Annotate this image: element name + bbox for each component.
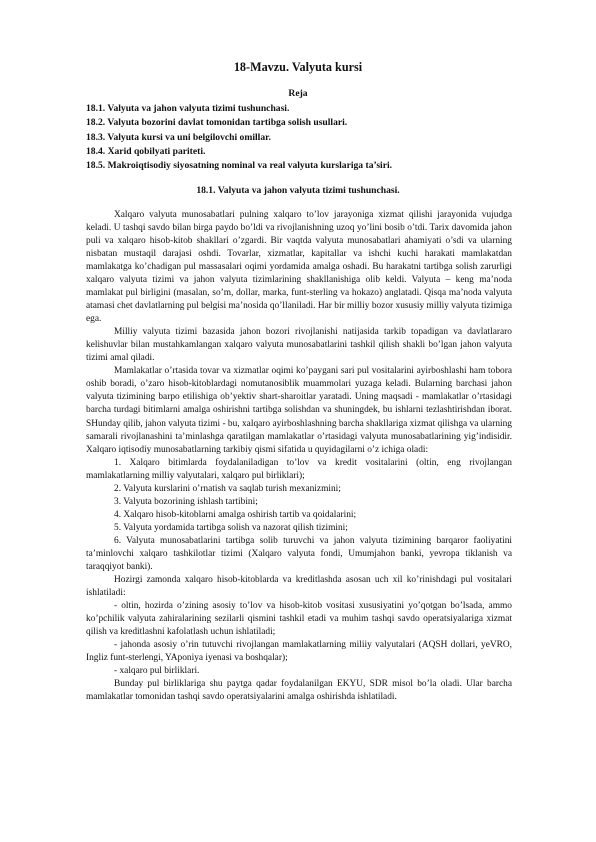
plan-item: 18.5. Makroiqtisodiy siyosatning nominal va real valyuta kurslariga ta’siri. [86, 160, 393, 172]
section-body [86, 209, 512, 704]
paragraph: Milliy valyuta tizimi bazasida jahon bozori rivojlanishi natijasida tarkib topadigan va davlatlararo kelishuvlar bilan mustahkamlangan xalqaro valyuta munosabatlarini tashkil qilish shakli bo’lgan jahon valyuta tizimi amal qiladi. [86, 327, 512, 364]
plan-item: 18.2. Valyuta bozorini davlat tomonidan tartibga solish usullari. [86, 117, 348, 129]
section-heading: 18.1. Valyuta va jahon valyuta tizimi tushunchasi. [196, 185, 400, 196]
paragraph: Hozirgi zamonda xalqaro hisob-kitoblarda va kreditlashda asosan uch xil ko’rinishdagi pul vositalari ishlatiladi: [86, 574, 512, 598]
list-item: 2. Valyuta kurslarini o’rnatish va saqlab turish mexanizmini; [114, 483, 341, 494]
list-item: - oltin, hozirda o’zining asosiy to’lov va hisob-kitob vositasi xususiyatini yo’qotgan bo’lsada, ammo ko’pchilik valyuta zahiralarining sezilarli qismini tashkil etadi va muhim tashqi savdo operatsiyalariga xizmat qilish va kreditlashni kafolatlash uchun ishlatiladi; [86, 600, 512, 637]
plan-item: 18.1. Valyuta va jahon valyuta tizimi tushunchasi. [86, 103, 290, 114]
plan-item: 18.3. Valyuta kursi va uni belgilovchi omillar. [86, 131, 271, 143]
list-item: 3. Valyuta bozorining ishlash tartibini; [114, 496, 258, 507]
list-item: 6. Valyuta munosabatlarini tartibga solib turuvchi va jahon valyuta tizimining barqaror faoliyatini ta’minlovchi xalqaro tashkilotlar tizimi (Xalqaro valyuta fondi, Umumjahon banki, yevropa tiklanish va taraqqiyot banki). [86, 535, 512, 572]
plan-list [86, 102, 516, 173]
paragraph: Xalqaro valyuta munosabatlari pulning xalqaro to’lov jarayoniga xizmat qilishi jarayonida vujudga keladi. U tashqi savdo bilan birga paydo bo’ldi va rivojlanishning uzoq yo’lini bosib o’tdi. Tarix davomida jahon puli va xalqaro hisob-kitob shakllari o’zgardi. Bir vaqtda valyuta munosabatlari ahamiyati o’sdi va ularning nisbatan mustaqil darajasi oshdi. Tovarlar, xizmatlar, kapitallar va ishchi kuchi harakati mamlakatdan mamlakatga ko’chadigan pul massasalari oqimi yordamida amalga oshadi. Bu harakatni tartibga solish zarurligi xalqaro valyuta tizimi va jahon valyuta tizimlarining shakllanishiga olib keldi. Valyuta – keng ma’noda mamlakat pul birligini (masalan, so’m, dollar, marka, funt-sterling va hokazo) anglatadi. Qisqa ma’noda valyuta atamasi chet davlatlarning pul belgisi ma’nosida qo’llaniladi. Har bir milliy bozor xususiy milliy valyuta tizimiga ega. [86, 210, 512, 325]
plan-heading: Reja [288, 88, 308, 99]
document-title: 18-Mavzu. Valyuta kursi [233, 60, 363, 74]
list-item: 4. Xalqaro hisob-kitoblarni amalga oshirish tartib va qoidalarini; [114, 509, 357, 520]
list-item: - jahonda asosiy o’rin tutuvchi rivojlangan mamlakatlarning miliiy valyutalari (AQSH dollari, yeVRO, Ingliz funt-sterlengi, YAponiya iyenasi va boshqalar); [86, 640, 512, 664]
list-item: - xalqaro pul birliklari. [114, 666, 200, 677]
list-item: 1. Xalqaro bitimlarda foydalaniladigan to’lov va kredit vositalarini (oltin, eng rivojlangan mamlakatlarning milliy valyutalari, xalqaro pul birliklari); [86, 457, 512, 481]
paragraph: Mamlakatlar o’rtasida tovar va xizmatlar oqimi ko’paygani sari pul vositalarini ayirboshlashi ham tobora oshib boradi, o’zaro hisob-kitoblardagi nomutanosiblik muammolari yuzaga keladi. Bularning barchasi jahon valyuta tizimining barpo etilishiga ob’yektiv shart-sharoitlar yaratadi. Uning maqsadi - mamlakatlar o’rtasidagi barcha turdagi bitimlarni amalga oshirishni tartibga solishdan va shuningdek, bu ishlarni tezlashtirishdan iborat. SHunday qilib, jahon valyuta tizimi - bu, xalqaro ayirboshlashning barcha shakllariga xizmat qilishga va ularning samarali rivojlanashini ta’minlashga qaratilgan mamlakatlar o’rtasidagi valyuta munosabatlarining yig’indisidir. Xalqaro iqtisodiy munosabatlarning tarkibiy qismi sifatida u quyidagilarni o’z ichiga oladi: [86, 366, 512, 455]
list-item: 5. Valyuta yordamida tartibga solish va nazorat qilish tizimini; [114, 522, 348, 533]
plan-item: 18.4. Xarid qobilyati pariteti. [86, 145, 206, 157]
paragraph: Bunday pul birliklariga shu paytga qadar foydalanilgan EKYU, SDR misol bo’la oladi. Ular barcha mamlakatlar tomonidan tashqi savdo operatsiyalarini amalga oshirishda ishlatiladi. [86, 679, 512, 703]
